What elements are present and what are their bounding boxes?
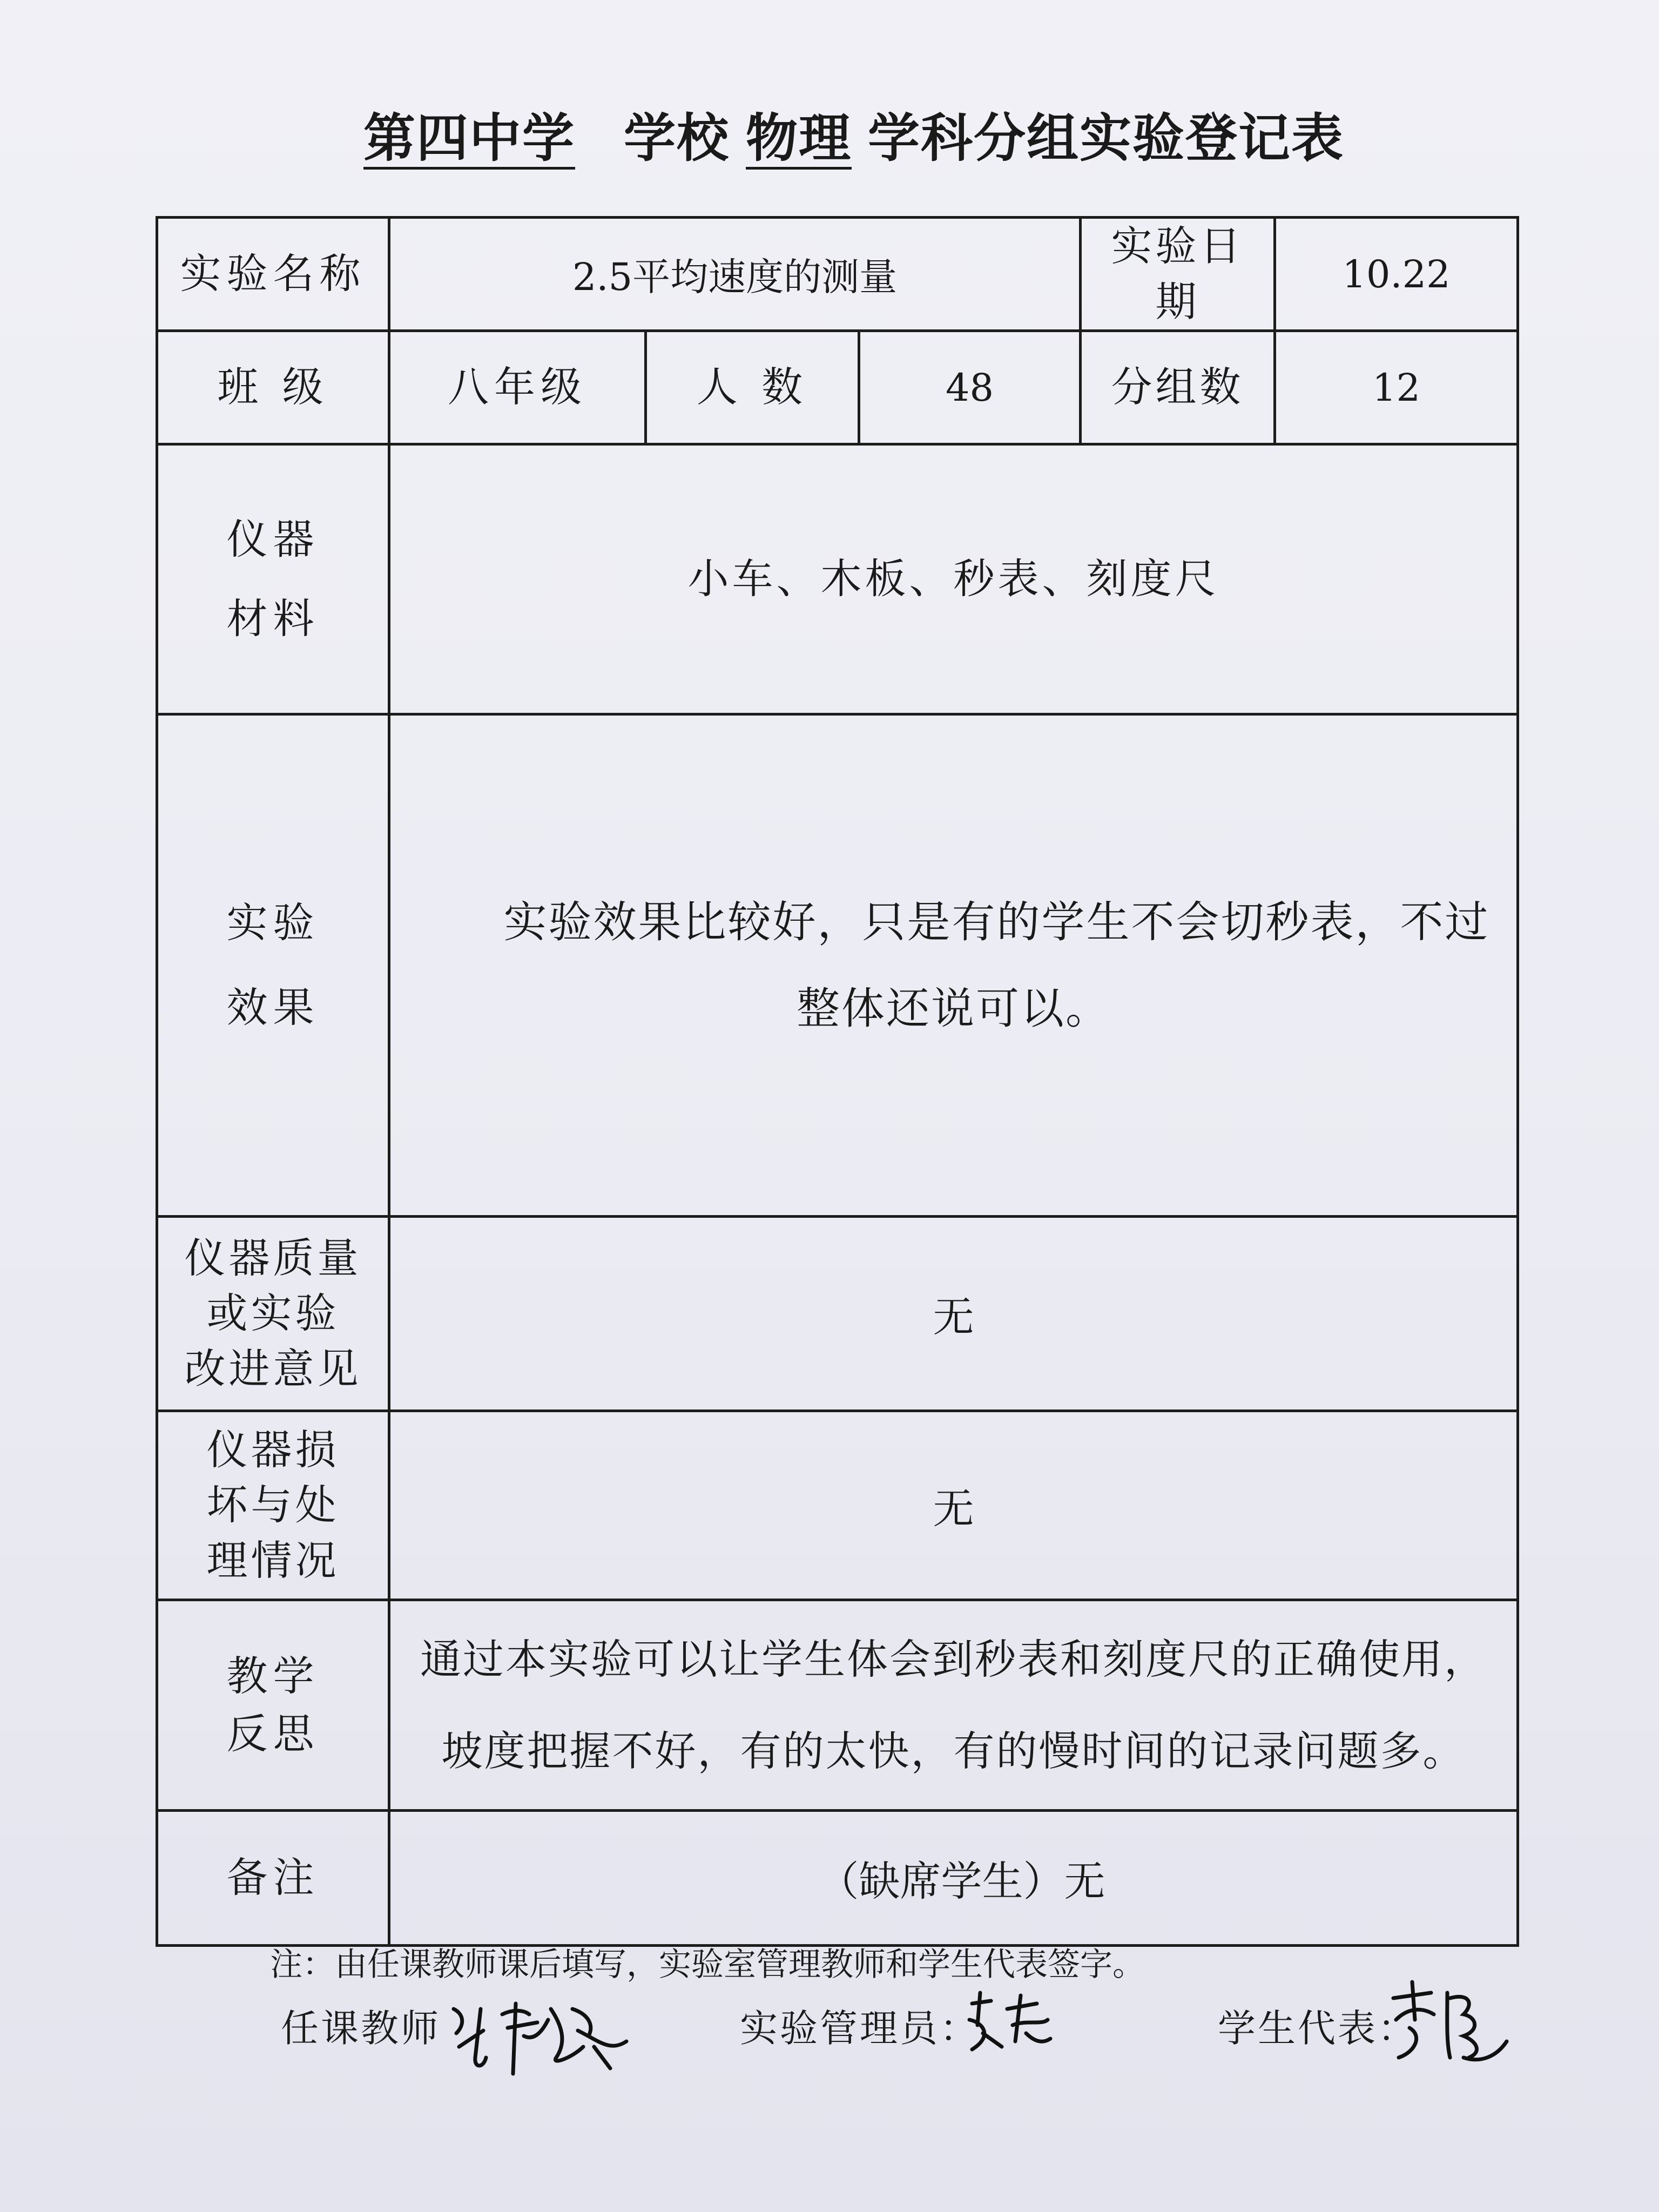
class-value: 八年级	[389, 331, 646, 444]
damage-label-line2: 坏与处	[206, 1481, 340, 1529]
reflection-label-line2: 反思	[226, 1709, 320, 1758]
quality-value: 无	[389, 1217, 1518, 1411]
row-quality	[157, 1217, 1518, 1411]
equipment-label-line1: 仪器	[226, 515, 320, 564]
effect-label	[157, 714, 389, 1217]
row-remark	[157, 1811, 1518, 1946]
remark-value: （缺席学生）无	[389, 1811, 1518, 1946]
registration-table	[156, 216, 1519, 1947]
experiment-date-label: 实验日期	[1081, 218, 1275, 331]
reflection-label	[157, 1600, 389, 1811]
effect-label-line1: 实验	[226, 899, 320, 947]
experiment-name-label: 实验名称	[157, 218, 389, 331]
effect-label-line2: 效果	[226, 983, 320, 1031]
student-sign-label: 学生代表：	[1218, 2006, 1418, 2051]
class-label: 班 级	[157, 331, 389, 444]
experiment-date-value: 10.22	[1275, 218, 1518, 331]
quality-label	[157, 1217, 389, 1411]
reflection-value: 通过本实验可以让学生体会到秒表和刻度尺的正确使用，坡度把握不好，有的太快，有的慢时间的记录问题多。	[389, 1600, 1518, 1811]
experiment-name-value: 2.5平均速度的测量	[389, 218, 1081, 331]
equipment-label-line2: 材料	[226, 594, 320, 643]
equipment-label	[157, 444, 389, 714]
equipment-value: 小车、木板、秒表、刻度尺	[389, 444, 1518, 714]
effect-value-cell	[389, 714, 1518, 1217]
quality-label-line1: 仪器质量	[184, 1233, 362, 1282]
teacher-sign-label: 任课教师	[281, 2006, 441, 2051]
count-label: 人 数	[646, 331, 859, 444]
groups-value: 12	[1275, 331, 1518, 444]
row-damage	[157, 1411, 1518, 1600]
damage-label	[157, 1411, 389, 1600]
effect-value: 实验效果比较好，只是有的学生不会切秒表，不过整体还说可以。	[503, 896, 1490, 1034]
admin-signature	[961, 1987, 1053, 2058]
row-effect	[157, 714, 1518, 1217]
quality-label-line2: 或实验	[206, 1289, 340, 1338]
title-school: 第四中学	[363, 108, 575, 168]
student-signature	[1382, 1977, 1512, 2068]
title-rest: 学科分组实验登记表	[868, 108, 1344, 168]
form-title	[0, 97, 1659, 171]
damage-value: 无	[389, 1411, 1518, 1600]
quality-label-line3: 改进意见	[184, 1344, 362, 1393]
row-name-date	[157, 218, 1518, 331]
damage-label-line3: 理情况	[206, 1536, 340, 1584]
groups-label: 分组数	[1081, 331, 1275, 444]
footer-note: 注：由任课教师课后填写，实验室管理教师和学生代表签字。	[270, 1946, 1145, 1984]
row-reflection	[157, 1600, 1518, 1811]
remark-label: 备注	[157, 1811, 389, 1946]
teacher-signature	[443, 1977, 637, 2085]
title-subject: 物理	[746, 108, 852, 168]
row-equipment	[157, 444, 1518, 714]
reflection-label-line1: 教学	[226, 1652, 320, 1701]
damage-label-line1: 仪器损	[206, 1425, 340, 1474]
title-school-suffix: 学校	[624, 108, 730, 168]
row-class-count	[157, 331, 1518, 444]
admin-sign-label: 实验管理员：	[740, 2006, 980, 2051]
count-value: 48	[859, 331, 1081, 444]
